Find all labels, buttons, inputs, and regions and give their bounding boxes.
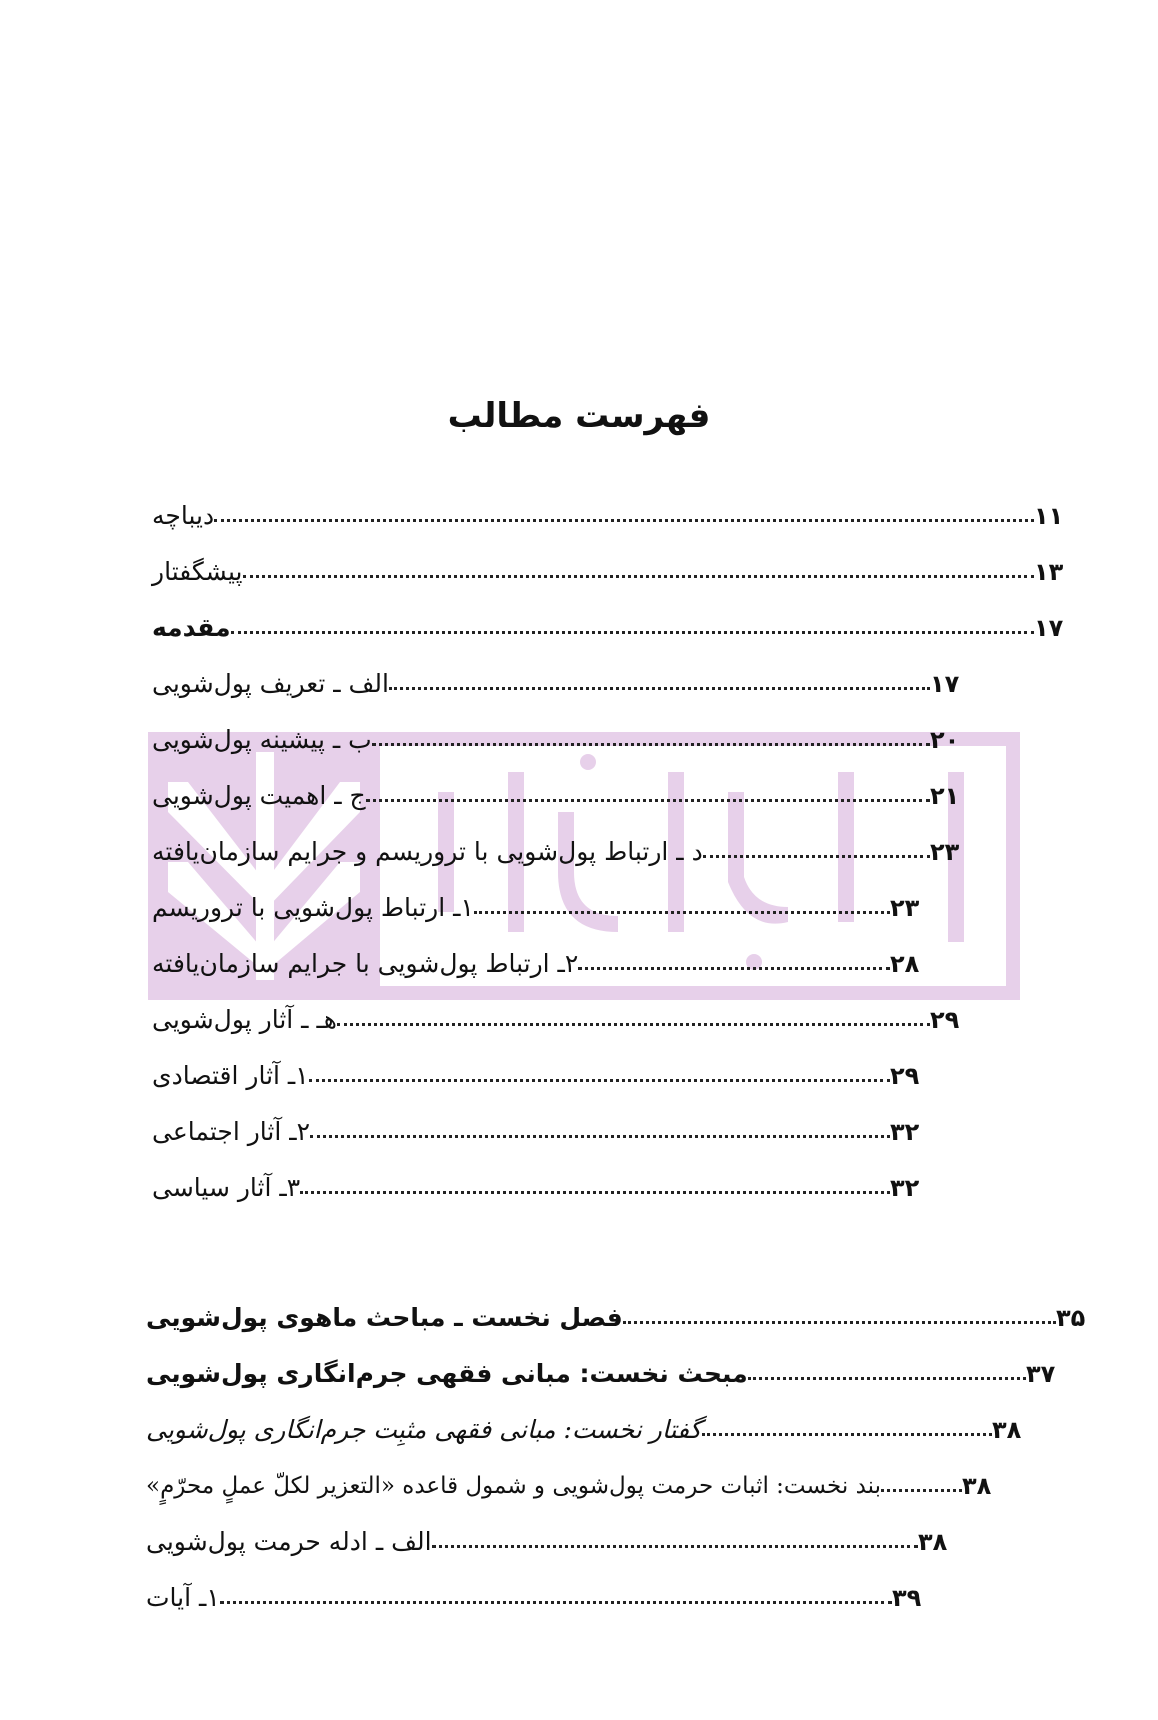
page-number: ۳۸ (962, 1472, 992, 1500)
page-number: ۱۳ (1034, 558, 1064, 586)
page-number: ۲۹ (930, 1006, 960, 1034)
entry-label: ۱ـ ارتباط پول‌شویی با تروریسم (152, 893, 474, 922)
dot-leader (474, 911, 890, 914)
entry-label: فصل نخست ـ مباحث ماهوی پول‌شویی (146, 1303, 623, 1332)
dot-leader (337, 1023, 930, 1026)
toc-entry[interactable] (148, 1100, 930, 1144)
page-number: ۱۱ (1034, 502, 1064, 530)
dot-leader (372, 743, 930, 746)
page-number: ۲۹ (890, 1062, 920, 1090)
dot-leader (366, 799, 930, 802)
entry-label: پیشگفتار (152, 557, 243, 586)
page-number: ۲۳ (890, 894, 920, 922)
dot-leader (300, 1191, 890, 1194)
entry-label: بند نخست: اثبات حرمت پول‌شویی و شمول قاعده «التعزیر لکلّ عملٍ محرّمٍ» (146, 1473, 882, 1499)
dot-leader (702, 1433, 992, 1436)
toc-entry[interactable] (142, 1398, 1032, 1442)
toc-entry[interactable] (148, 876, 930, 920)
toc-entry[interactable] (148, 988, 970, 1032)
entry-label: گفتار نخست: مبانی فقهی مثبِت جرم‌انگاری پول‌شویی (146, 1415, 702, 1444)
toc-entry[interactable] (148, 484, 1074, 528)
toc-entry[interactable] (148, 1156, 930, 1200)
toc-chapter-entry[interactable] (142, 1286, 1096, 1330)
dot-leader (310, 1135, 890, 1138)
dot-leader (231, 631, 1034, 634)
dot-leader (220, 1601, 892, 1604)
dot-leader (578, 967, 890, 970)
dot-leader (214, 519, 1034, 522)
toc-entry[interactable] (148, 932, 930, 976)
page-number: ۲۳ (930, 838, 960, 866)
dot-leader (623, 1321, 1056, 1324)
dot-leader (243, 575, 1035, 578)
entry-label: ب ـ پیشینه پول‌شویی (152, 725, 372, 754)
entry-label: ۱ـ آثار اقتصادی (152, 1061, 309, 1090)
toc-entry[interactable] (148, 1044, 930, 1088)
page-number: ۱۷ (930, 670, 960, 698)
page-number: ۳۸ (918, 1528, 948, 1556)
toc-entry[interactable] (148, 596, 1074, 640)
entry-label: ج ـ اهمیت پول‌شویی (152, 781, 366, 810)
entry-label: ۳ـ آثار سیاسی (152, 1173, 301, 1202)
entry-label: دیباچه (152, 501, 215, 530)
page-number: ۲۸ (890, 950, 920, 978)
dot-leader (748, 1377, 1026, 1380)
entry-label: ۱ـ آیات (146, 1583, 220, 1612)
page-number: ۲۰ (930, 726, 960, 754)
toc-entry[interactable] (148, 540, 1074, 584)
page-number: ۳۹ (892, 1584, 922, 1612)
entry-label: د ـ ارتباط پول‌شویی با تروریسم و جرایم سازمان‌یافته (152, 837, 703, 866)
dot-leader (389, 687, 930, 690)
entry-label: مقدمه (152, 613, 231, 642)
page-number: ۳۵ (1056, 1304, 1086, 1332)
entry-label: ۲ـ آثار اجتماعی (152, 1117, 311, 1146)
page-number: ۳۲ (890, 1118, 920, 1146)
toc-section-entry[interactable] (142, 1342, 1066, 1386)
entry-label: ۲ـ ارتباط پول‌شویی با جرایم سازمان‌یافته (152, 949, 579, 978)
dot-leader (432, 1545, 918, 1548)
entry-label: الف ـ ادله حرمت پول‌شویی (146, 1527, 432, 1556)
entry-label: هـ ـ آثار پول‌شویی (152, 1005, 337, 1034)
toc-entry[interactable] (148, 820, 970, 864)
toc-entry[interactable] (142, 1454, 1002, 1498)
toc-entry[interactable] (148, 652, 970, 696)
dot-leader (881, 1489, 962, 1492)
toc-entry[interactable] (148, 708, 970, 752)
page-number: ۳۲ (890, 1174, 920, 1202)
toc-entry[interactable] (142, 1510, 958, 1554)
toc-entry[interactable] (142, 1566, 932, 1610)
toc-entry[interactable] (148, 764, 970, 808)
page-number: ۳۷ (1026, 1360, 1056, 1388)
dot-leader (703, 855, 930, 858)
page-number: ۲۱ (930, 782, 960, 810)
dot-leader (309, 1079, 890, 1082)
page-number: ۱۷ (1034, 614, 1064, 642)
page-number: ۳۸ (992, 1416, 1022, 1444)
entry-label: مبحث نخست: مبانی فقهی جرم‌انگاری پول‌شویی (146, 1359, 748, 1388)
page-title: فهرست مطالب (447, 396, 711, 436)
entry-label: الف ـ تعریف پول‌شویی (152, 669, 389, 698)
